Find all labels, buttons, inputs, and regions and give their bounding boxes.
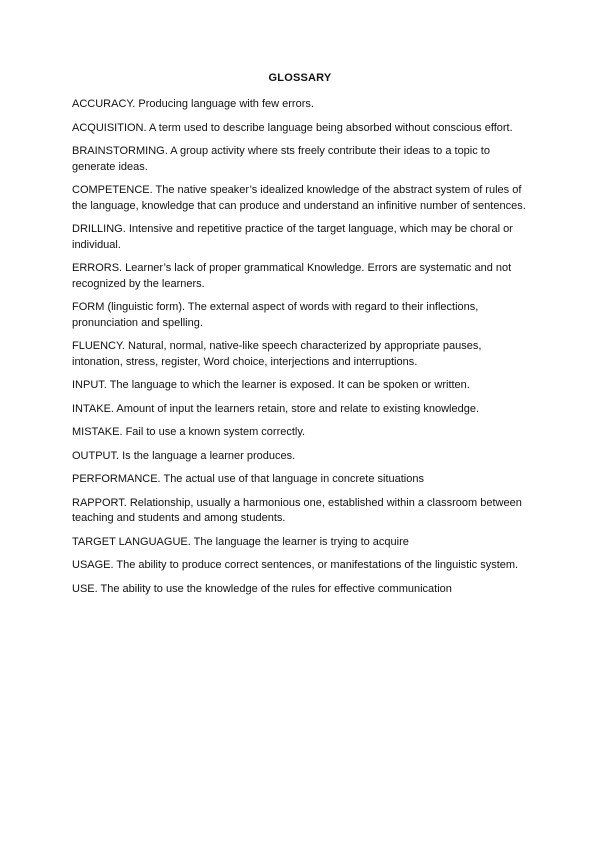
glossary-entry-form: FORM (linguistic form). The external aspect of words with regard to their inflections, pronunciation and spelling.	[72, 301, 479, 329]
glossary-entry-input: INPUT. The language to which the learner is exposed. It can be spoken or written.	[72, 379, 470, 391]
glossary-entry-performance: PERFORMANCE. The actual use of that language in concrete situations	[72, 473, 424, 485]
glossary-entry-use: USE. The ability to use the knowledge of the rules for effective communication	[72, 582, 452, 595]
glossary-list	[72, 97, 532, 605]
glossary-entry-errors: ERRORS. Learner’s lack of proper grammatical Knowledge. Errors are systematic and not recognized by the learners.	[72, 262, 512, 290]
glossary-entry-acquisition: ACQUISITION. A term used to describe language being absorbed without conscious effort.	[72, 121, 513, 134]
glossary-entry-target-language: TARGET LANGUAGUE. The language the learner is trying to acquire	[72, 535, 409, 548]
glossary-entry-brainstorming: BRAINSTORMING. A group activity where sts freely contribute their ideas to a topic to generate ideas.	[72, 145, 490, 173]
glossary-entry-output: OUTPUT. Is the language a learner produces.	[72, 449, 296, 462]
glossary-entry-accuracy: ACCURACY. Producing language with few errors.	[72, 98, 314, 110]
glossary-entry-competence: COMPETENCE. The native speaker’s idealized knowledge of the abstract system of rules of the language, knowledge that can produce and understand an infinitive number of sentences.	[72, 184, 526, 212]
glossary-entry-intake: INTAKE. Amount of input the learners retain, store and relate to existing knowledge.	[72, 402, 480, 415]
page-title: GLOSSARY	[268, 72, 332, 84]
glossary-entry-rapport: RAPPORT. Relationship, usually a harmonious one, established within a classroom between teaching and students and among students.	[72, 496, 522, 524]
glossary-entry-drilling: DRILLING. Intensive and repetitive practice of the target language, which may be choral or individual.	[72, 223, 513, 251]
glossary-entry-fluency: FLUENCY. Natural, normal, native-like speech characterized by appropriate pauses, intonation, stress, register, Word choice, interjections and interruptions.	[72, 340, 482, 368]
glossary-entry-usage: USAGE. The ability to produce correct sentences, or manifestations of the linguistic system.	[72, 559, 519, 571]
glossary-entry-mistake: MISTAKE. Fail to use a known system correctly.	[72, 426, 306, 438]
